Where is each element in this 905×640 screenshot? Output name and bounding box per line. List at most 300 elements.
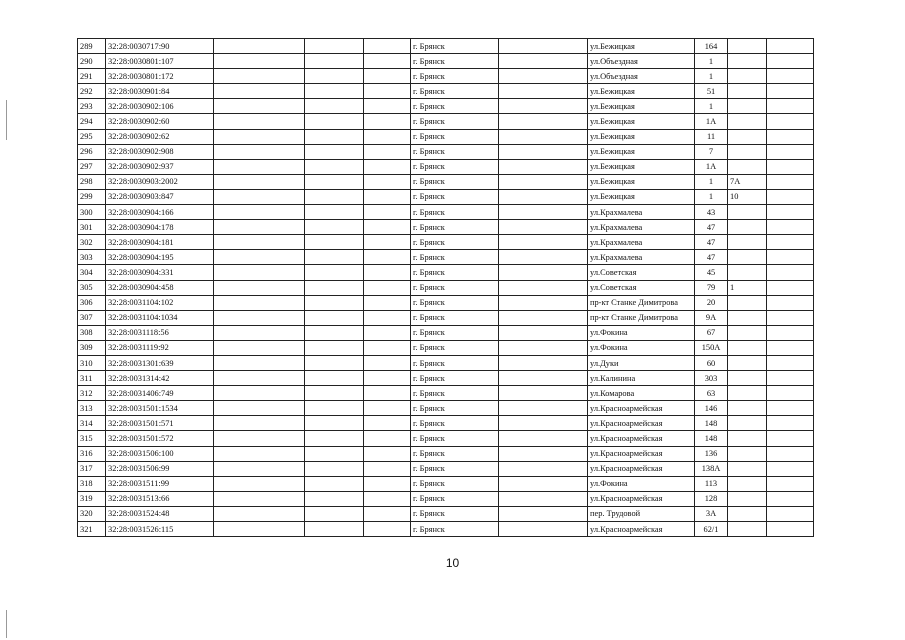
empty-cell [364, 235, 411, 250]
row-number-cell: 318 [78, 476, 106, 491]
building-cell [728, 99, 767, 114]
empty-cell [214, 340, 305, 355]
building-cell [728, 401, 767, 416]
empty-cell [214, 295, 305, 310]
table-row [78, 144, 814, 159]
street-cell: ул.Красноармейская [588, 416, 695, 431]
building-cell [728, 371, 767, 386]
empty-cell [364, 340, 411, 355]
building-cell [728, 69, 767, 84]
house-number-cell: 136 [695, 446, 728, 461]
city-cell: г. Брянск [411, 522, 499, 537]
empty-cell [364, 522, 411, 537]
table-row [78, 310, 814, 325]
empty-cell [305, 506, 364, 521]
house-number-cell: 47 [695, 220, 728, 235]
row-number-cell: 321 [78, 522, 106, 537]
empty-cell [767, 401, 814, 416]
street-cell: ул.Комарова [588, 386, 695, 401]
row-number-cell: 298 [78, 174, 106, 189]
empty-cell [499, 265, 588, 280]
building-cell [728, 506, 767, 521]
cadastral-number-cell: 32:28:0030717:90 [106, 39, 214, 54]
row-number-cell: 296 [78, 144, 106, 159]
street-cell: ул.Бежицкая [588, 144, 695, 159]
empty-cell [364, 159, 411, 174]
house-number-cell: 60 [695, 355, 728, 370]
city-cell: г. Брянск [411, 491, 499, 506]
empty-cell [499, 431, 588, 446]
table-row [78, 235, 814, 250]
empty-cell [499, 69, 588, 84]
row-number-cell: 309 [78, 340, 106, 355]
street-cell: ул.Бежицкая [588, 189, 695, 204]
building-cell [728, 416, 767, 431]
property-register-table [77, 38, 814, 537]
scan-margin-mark [6, 100, 7, 140]
street-cell: ул.Красноармейская [588, 522, 695, 537]
empty-cell [214, 159, 305, 174]
cadastral-number-cell: 32:28:0031104:1034 [106, 310, 214, 325]
empty-cell [305, 325, 364, 340]
row-number-cell: 297 [78, 159, 106, 174]
row-number-cell: 302 [78, 235, 106, 250]
cadastral-number-cell: 32:28:0031501:571 [106, 416, 214, 431]
row-number-cell: 320 [78, 506, 106, 521]
empty-cell [364, 205, 411, 220]
city-cell: г. Брянск [411, 476, 499, 491]
empty-cell [305, 144, 364, 159]
empty-cell [499, 39, 588, 54]
empty-cell [305, 129, 364, 144]
empty-cell [767, 340, 814, 355]
table-row [78, 250, 814, 265]
building-cell [728, 522, 767, 537]
street-cell: ул.Красноармейская [588, 431, 695, 446]
empty-cell [214, 205, 305, 220]
row-number-cell: 308 [78, 325, 106, 340]
empty-cell [305, 84, 364, 99]
row-number-cell: 290 [78, 54, 106, 69]
building-cell [728, 84, 767, 99]
street-cell: ул.Фокина [588, 476, 695, 491]
empty-cell [364, 295, 411, 310]
street-cell: ул.Объездная [588, 69, 695, 84]
house-number-cell: 1 [695, 69, 728, 84]
empty-cell [499, 129, 588, 144]
city-cell: г. Брянск [411, 506, 499, 521]
street-cell: ул.Советская [588, 265, 695, 280]
empty-cell [364, 401, 411, 416]
empty-cell [767, 522, 814, 537]
row-number-cell: 312 [78, 386, 106, 401]
empty-cell [364, 310, 411, 325]
cadastral-number-cell: 32:28:0031511:99 [106, 476, 214, 491]
empty-cell [767, 205, 814, 220]
cadastral-number-cell: 32:28:0031524:48 [106, 506, 214, 521]
empty-cell [499, 280, 588, 295]
empty-cell [499, 476, 588, 491]
table-row [78, 189, 814, 204]
house-number-cell: 1 [695, 174, 728, 189]
cadastral-number-cell: 32:28:0030801:172 [106, 69, 214, 84]
house-number-cell: 113 [695, 476, 728, 491]
empty-cell [214, 114, 305, 129]
empty-cell [305, 371, 364, 386]
empty-cell [364, 416, 411, 431]
street-cell: ул.Крахмалева [588, 205, 695, 220]
city-cell: г. Брянск [411, 386, 499, 401]
city-cell: г. Брянск [411, 84, 499, 99]
empty-cell [767, 69, 814, 84]
empty-cell [305, 174, 364, 189]
cadastral-number-cell: 32:28:0031526:115 [106, 522, 214, 537]
row-number-cell: 310 [78, 355, 106, 370]
empty-cell [499, 235, 588, 250]
building-cell [728, 114, 767, 129]
row-number-cell: 303 [78, 250, 106, 265]
cadastral-number-cell: 32:28:0030902:106 [106, 99, 214, 114]
empty-cell [214, 265, 305, 280]
table-row [78, 280, 814, 295]
empty-cell [499, 220, 588, 235]
empty-cell [305, 446, 364, 461]
cadastral-number-cell: 32:28:0030904:331 [106, 265, 214, 280]
street-cell: ул.Объездная [588, 54, 695, 69]
empty-cell [767, 129, 814, 144]
city-cell: г. Брянск [411, 401, 499, 416]
empty-cell [767, 461, 814, 476]
empty-cell [305, 476, 364, 491]
city-cell: г. Брянск [411, 355, 499, 370]
street-cell: ул.Калинина [588, 371, 695, 386]
empty-cell [214, 99, 305, 114]
row-number-cell: 314 [78, 416, 106, 431]
house-number-cell: 79 [695, 280, 728, 295]
building-cell: 10 [728, 189, 767, 204]
table-row [78, 99, 814, 114]
street-cell: ул.Бежицкая [588, 84, 695, 99]
empty-cell [364, 461, 411, 476]
empty-cell [214, 250, 305, 265]
empty-cell [767, 491, 814, 506]
table-row [78, 506, 814, 521]
building-cell [728, 355, 767, 370]
empty-cell [767, 235, 814, 250]
empty-cell [767, 280, 814, 295]
house-number-cell: 47 [695, 250, 728, 265]
city-cell: г. Брянск [411, 446, 499, 461]
city-cell: г. Брянск [411, 220, 499, 235]
house-number-cell: 9А [695, 310, 728, 325]
table-row [78, 371, 814, 386]
building-cell [728, 461, 767, 476]
empty-cell [767, 416, 814, 431]
house-number-cell: 20 [695, 295, 728, 310]
empty-cell [499, 522, 588, 537]
row-number-cell: 293 [78, 99, 106, 114]
building-cell [728, 265, 767, 280]
empty-cell [305, 99, 364, 114]
cadastral-number-cell: 32:28:0030904:181 [106, 235, 214, 250]
street-cell: ул.Красноармейская [588, 401, 695, 416]
house-number-cell: 63 [695, 386, 728, 401]
table-row [78, 39, 814, 54]
table-row [78, 325, 814, 340]
row-number-cell: 307 [78, 310, 106, 325]
table-row [78, 54, 814, 69]
empty-cell [499, 159, 588, 174]
street-cell: ул.Красноармейская [588, 491, 695, 506]
empty-cell [214, 355, 305, 370]
building-cell [728, 325, 767, 340]
empty-cell [214, 491, 305, 506]
building-cell [728, 54, 767, 69]
empty-cell [499, 144, 588, 159]
empty-cell [214, 461, 305, 476]
street-cell: ул.Дуки [588, 355, 695, 370]
city-cell: г. Брянск [411, 144, 499, 159]
empty-cell [499, 250, 588, 265]
street-cell: ул.Красноармейская [588, 446, 695, 461]
empty-cell [499, 340, 588, 355]
empty-cell [364, 325, 411, 340]
house-number-cell: 148 [695, 431, 728, 446]
house-number-cell: 1 [695, 189, 728, 204]
empty-cell [767, 295, 814, 310]
empty-cell [305, 159, 364, 174]
empty-cell [364, 69, 411, 84]
building-cell [728, 295, 767, 310]
empty-cell [364, 265, 411, 280]
cadastral-number-cell: 32:28:0031118:56 [106, 325, 214, 340]
table-row [78, 340, 814, 355]
empty-cell [364, 54, 411, 69]
building-cell [728, 340, 767, 355]
building-cell [728, 310, 767, 325]
street-cell: пр-кт Станке Димитрова [588, 310, 695, 325]
empty-cell [364, 114, 411, 129]
empty-cell [767, 371, 814, 386]
table-row [78, 355, 814, 370]
empty-cell [214, 386, 305, 401]
row-number-cell: 305 [78, 280, 106, 295]
empty-cell [364, 491, 411, 506]
house-number-cell: 51 [695, 84, 728, 99]
cadastral-number-cell: 32:28:0030904:458 [106, 280, 214, 295]
city-cell: г. Брянск [411, 235, 499, 250]
empty-cell [364, 84, 411, 99]
empty-cell [305, 416, 364, 431]
city-cell: г. Брянск [411, 340, 499, 355]
empty-cell [305, 69, 364, 84]
city-cell: г. Брянск [411, 39, 499, 54]
row-number-cell: 295 [78, 129, 106, 144]
row-number-cell: 292 [78, 84, 106, 99]
house-number-cell: 1А [695, 114, 728, 129]
row-number-cell: 301 [78, 220, 106, 235]
house-number-cell: 303 [695, 371, 728, 386]
empty-cell [305, 340, 364, 355]
city-cell: г. Брянск [411, 99, 499, 114]
street-cell: ул.Крахмалева [588, 220, 695, 235]
table-row [78, 446, 814, 461]
city-cell: г. Брянск [411, 205, 499, 220]
empty-cell [767, 310, 814, 325]
street-cell: ул.Фокина [588, 340, 695, 355]
cadastral-number-cell: 32:28:0031506:100 [106, 446, 214, 461]
empty-cell [364, 144, 411, 159]
street-cell: ул.Фокина [588, 325, 695, 340]
empty-cell [305, 295, 364, 310]
table-row [78, 84, 814, 99]
city-cell: г. Брянск [411, 280, 499, 295]
street-cell: ул.Красноармейская [588, 461, 695, 476]
street-cell: ул.Бежицкая [588, 159, 695, 174]
row-number-cell: 315 [78, 431, 106, 446]
empty-cell [767, 144, 814, 159]
table-row [78, 416, 814, 431]
city-cell: г. Брянск [411, 431, 499, 446]
empty-cell [499, 174, 588, 189]
table-row [78, 205, 814, 220]
cadastral-number-cell: 32:28:0031119:92 [106, 340, 214, 355]
building-cell [728, 205, 767, 220]
building-cell [728, 39, 767, 54]
empty-cell [214, 310, 305, 325]
empty-cell [214, 476, 305, 491]
empty-cell [499, 84, 588, 99]
empty-cell [214, 446, 305, 461]
empty-cell [499, 401, 588, 416]
table-row [78, 295, 814, 310]
street-cell: ул.Крахмалева [588, 250, 695, 265]
city-cell: г. Брянск [411, 189, 499, 204]
house-number-cell: 45 [695, 265, 728, 280]
table-body [78, 39, 814, 537]
empty-cell [767, 265, 814, 280]
empty-cell [364, 446, 411, 461]
house-number-cell: 1А [695, 159, 728, 174]
cadastral-number-cell: 32:28:0030904:178 [106, 220, 214, 235]
empty-cell [499, 310, 588, 325]
empty-cell [305, 189, 364, 204]
row-number-cell: 299 [78, 189, 106, 204]
row-number-cell: 306 [78, 295, 106, 310]
empty-cell [305, 310, 364, 325]
street-cell: пр-кт Станке Димитрова [588, 295, 695, 310]
building-cell [728, 491, 767, 506]
empty-cell [499, 491, 588, 506]
street-cell: ул.Крахмалева [588, 235, 695, 250]
empty-cell [214, 416, 305, 431]
table-row [78, 265, 814, 280]
cadastral-number-cell: 32:28:0031301:639 [106, 355, 214, 370]
city-cell: г. Брянск [411, 265, 499, 280]
house-number-cell: 11 [695, 129, 728, 144]
cadastral-number-cell: 32:28:0031506:99 [106, 461, 214, 476]
empty-cell [499, 386, 588, 401]
table-row [78, 386, 814, 401]
table-row [78, 69, 814, 84]
empty-cell [767, 114, 814, 129]
city-cell: г. Брянск [411, 54, 499, 69]
empty-cell [305, 386, 364, 401]
table-row [78, 114, 814, 129]
empty-cell [305, 401, 364, 416]
city-cell: г. Брянск [411, 325, 499, 340]
empty-cell [305, 491, 364, 506]
row-number-cell: 300 [78, 205, 106, 220]
empty-cell [767, 39, 814, 54]
house-number-cell: 164 [695, 39, 728, 54]
table-row [78, 522, 814, 537]
row-number-cell: 313 [78, 401, 106, 416]
building-cell: 1 [728, 280, 767, 295]
city-cell: г. Брянск [411, 114, 499, 129]
empty-cell [364, 431, 411, 446]
street-cell: ул.Бежицкая [588, 114, 695, 129]
row-number-cell: 317 [78, 461, 106, 476]
empty-cell [305, 235, 364, 250]
empty-cell [364, 386, 411, 401]
city-cell: г. Брянск [411, 416, 499, 431]
empty-cell [767, 446, 814, 461]
empty-cell [767, 159, 814, 174]
house-number-cell: 43 [695, 205, 728, 220]
house-number-cell: 150А [695, 340, 728, 355]
row-number-cell: 311 [78, 371, 106, 386]
empty-cell [305, 431, 364, 446]
cadastral-number-cell: 32:28:0030902:908 [106, 144, 214, 159]
empty-cell [499, 325, 588, 340]
empty-cell [214, 325, 305, 340]
house-number-cell: 1 [695, 54, 728, 69]
house-number-cell: 7 [695, 144, 728, 159]
empty-cell [214, 189, 305, 204]
empty-cell [767, 174, 814, 189]
empty-cell [305, 355, 364, 370]
row-number-cell: 289 [78, 39, 106, 54]
empty-cell [499, 114, 588, 129]
empty-cell [767, 476, 814, 491]
cadastral-number-cell: 32:28:0030904:166 [106, 205, 214, 220]
empty-cell [767, 84, 814, 99]
cadastral-number-cell: 32:28:0030902:937 [106, 159, 214, 174]
city-cell: г. Брянск [411, 310, 499, 325]
house-number-cell: 148 [695, 416, 728, 431]
street-cell: ул.Советская [588, 280, 695, 295]
empty-cell [364, 250, 411, 265]
table-row [78, 431, 814, 446]
empty-cell [214, 235, 305, 250]
empty-cell [214, 371, 305, 386]
empty-cell [214, 220, 305, 235]
street-cell: ул.Бежицкая [588, 99, 695, 114]
empty-cell [305, 522, 364, 537]
street-cell: ул.Бежицкая [588, 39, 695, 54]
empty-cell [214, 401, 305, 416]
empty-cell [499, 205, 588, 220]
empty-cell [214, 84, 305, 99]
empty-cell [305, 250, 364, 265]
row-number-cell: 294 [78, 114, 106, 129]
building-cell [728, 129, 767, 144]
table-row [78, 129, 814, 144]
empty-cell [499, 189, 588, 204]
row-number-cell: 316 [78, 446, 106, 461]
house-number-cell: 1 [695, 99, 728, 114]
